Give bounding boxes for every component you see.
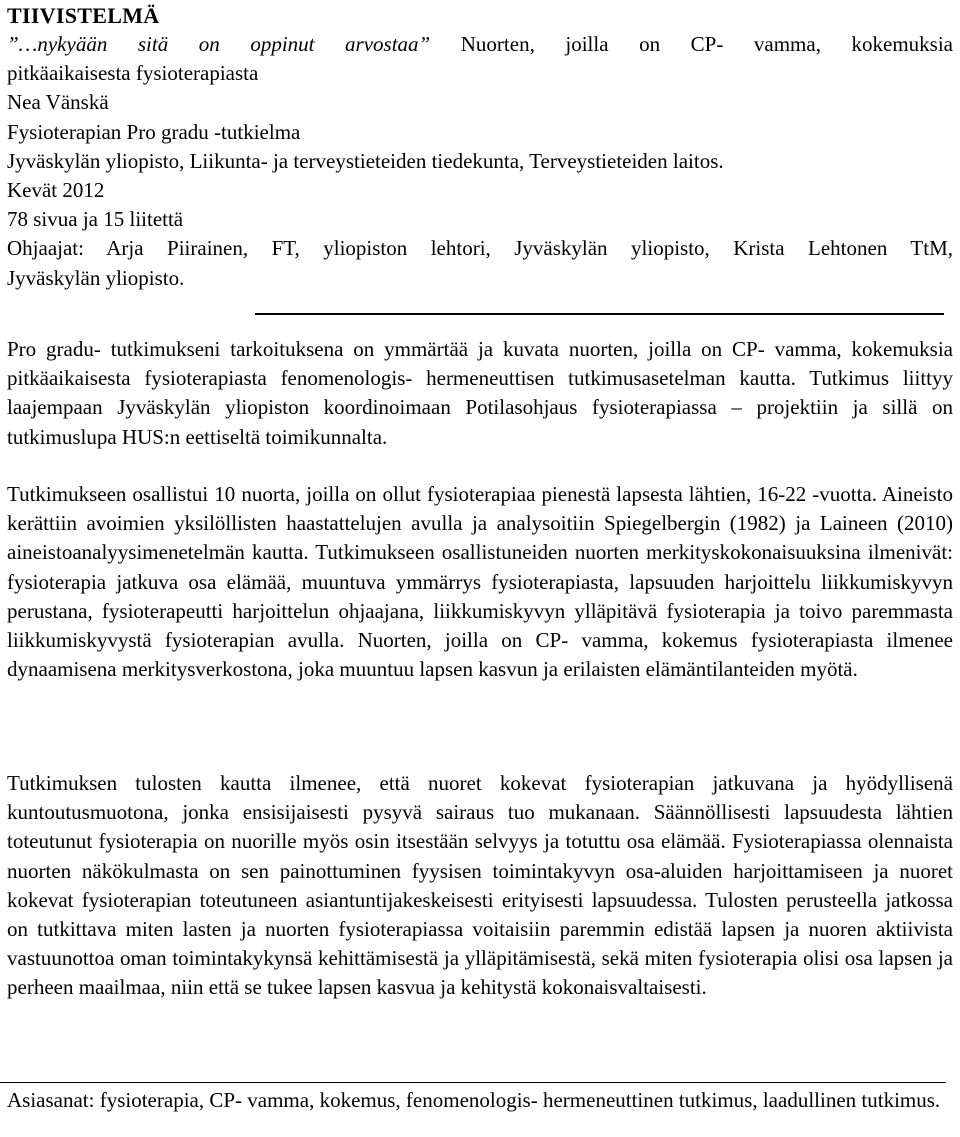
keywords: Asiasanat: fysioterapia, CP- vamma, kokemus, fenomenologis- hermeneuttinen tutkimus, laadullinen tutkimus.	[7, 1088, 941, 1112]
thesis-title-line	[7, 30, 953, 59]
abstract-paragraph-results: Tutkimuksen tulosten kautta ilmenee, että nuoret kokevat fysioterapian jatkuvana ja hyödyllisenä kuntoutusmuotona, jonka ensisijaisesti pysyvä sairaus tuo mukanaan. Säännöllisesti lapsuudesta lähtien toteutunut fysioterapia on nuorille myös osin itsestään selvyys ja totuttu osa elämää. Fysioterapiassa olennaista nuorten näkökulmasta on sen painottuminen fyysisen toimintakyvyn osa-aluiden harjoittamiseen ja nuoret kokevat fysioterapian toteutuneen asiantuntijakeskeisesti erityisesti lapsuudessa. Tulosten perusteella jatkossa on tutkittava miten lasten ja nuorten fysioterapiassa voitaisiin paremmin edistää lapsen ja nuoren aktiivista vastuunottoa oman toimintakykynsä kehittämisestä ja ylläpitämisestä, sekä miten fysioterapia olisi osa lapsen ja perheen maailmaa, niin että se tukee lapsen kasvua ja kehitystä kokonaisvaltaisesti.	[7, 771, 953, 1000]
author-name: Nea Vänskä	[7, 90, 109, 115]
term: Kevät 2012	[7, 178, 105, 203]
keywords-divider	[0, 1082, 946, 1083]
abstract-heading: TIIVISTELMÄ	[7, 3, 160, 28]
thesis-title-line2: pitkäaikaisesta fysioterapiasta	[7, 61, 259, 86]
abstract-paragraph-purpose: Pro gradu- tutkimukseni tarkoituksena on ymmärtää ja kuvata nuorten, joilla on CP- vamma, kokemuksia pitkäaikaisesta fysioterapiasta fenomenologis- hermeneuttisen tutkimusasetelman kautta. Tutkimus liittyy laajempaan Jyväskylän yliopiston koordinoimaan Potilasohjaus fysioterapiassa – projektiin ja sillä on tutkimuslupa HUS:n eettiseltä toimikunnalta.	[7, 337, 953, 449]
abstract-paragraph-methods: Tutkimukseen osallistui 10 nuorta, joilla on ollut fysioterapiaa pienestä lapsesta lähtien, 16-22 -vuotta. Aineisto kerättiin avoimien yksilöllisten haastattelujen avulla ja analysoitiin Spiegelbergin (1982) ja Laineen (2010) aineistoanalyysimenetelmän kautta. Tutkimukseen osallistuneiden nuorten merkityskokonaisuuksina ilmenivät: fysioterapia jatkuva osa elämää, muuntuva ymmärrys fysioterapiasta, lapsuuden harjoittelu liikkumiskyvyn perustana, fysioterapeutti harjoittelun ohjaajana, liikkumiskyvyn ylläpitävä fysioterapia ja toivo paremmasta liikkumiskyvystä fysioterapian avulla. Nuorten, joilla on CP- vamma, kokemus fysioterapiasta ilmenee dynaamisena merkitysverkostona, joka muuntuu lapsen kasvun ja erilaisten elämäntilanteiden myötä.	[7, 482, 953, 682]
institution: Jyväskylän yliopisto, Liikunta- ja terveystieteiden tiedekunta, Terveystieteiden laitos.	[7, 148, 724, 173]
abstract-page	[7, 2, 953, 1112]
page-count: 78 sivua ja 15 liitettä	[7, 207, 184, 232]
thesis-program: Fysioterapian Pro gradu -tutkielma	[7, 119, 301, 144]
supervisors-line1: Ohjaajat: Arja Piirainen, FT, yliopiston lehtori, Jyväskylän yliopisto, Krista Lehtonen TtM,	[7, 236, 953, 261]
supervisors-line2: Jyväskylän yliopisto.	[7, 265, 185, 290]
thesis-title-rest: Nuorten, joilla on CP- vamma, kokemuksia	[430, 32, 953, 56]
thesis-metadata	[7, 30, 953, 293]
header-divider	[255, 313, 944, 315]
thesis-title-quote: ”…nykyään sitä on oppinut arvostaa”	[7, 32, 431, 56]
